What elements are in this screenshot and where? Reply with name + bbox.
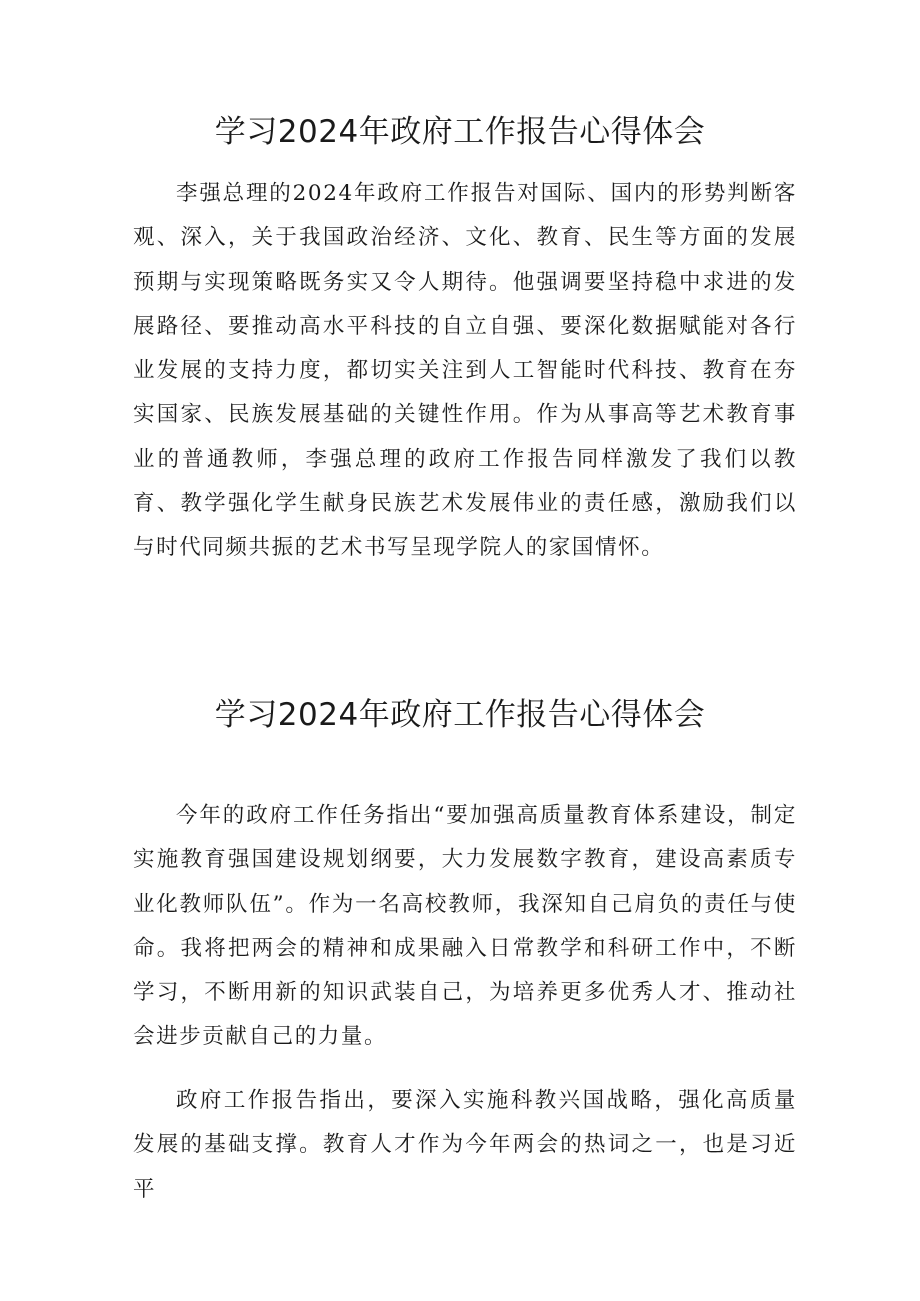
section-1-title: 学习2024年政府工作报告心得体会	[214, 114, 706, 150]
section-1-paragraph-1: 李强总理的2024年政府工作报告对国际、国内的形势判断客观、深入，关于我国政治经济、文化、教育、民生等方面的发展预期与实现策略既务实又令人期待。他强调要坚持稳中求进的发展路径、要推动高水平科技的自立自强、要深化数据赋能对各行业发展的支持力度，都切实关注到人工智能时代科技、教育在夯实国家、民族发展基础的关键性作用。作为从事高等艺术教育事业的普通教师，李强总理的政府工作报告同样激发了我们以教育、教学强化学生献身民族艺术发展伟业的责任感，激励我们以与时代同频共振的艺术书写呈现学院人的家国情怀。	[133, 181, 797, 561]
section-2-paragraph-1: 今年的政府工作任务指出“要加强高质量教育体系建设，制定实施教育强国建设规划纲要，大力发展数字教育，建设高素质专业化教师队伍”。作为一名高校教师，我深知自己肩负的责任与使命。我将把两会的精神和成果融入日常教学和科研工作中，不断学习，不断用新的知识武装自己，为培养更多优秀人才、推动社会进步贡献自己的力量。	[133, 803, 797, 1050]
section-2-title: 学习2024年政府工作报告心得体会	[214, 697, 706, 733]
section-2-paragraph-2: 政府工作报告指出，要深入实施科教兴国战略，强化高质量发展的基础支撑。教育人才作为今年两会的热词之一，也是习近平	[133, 1088, 797, 1202]
